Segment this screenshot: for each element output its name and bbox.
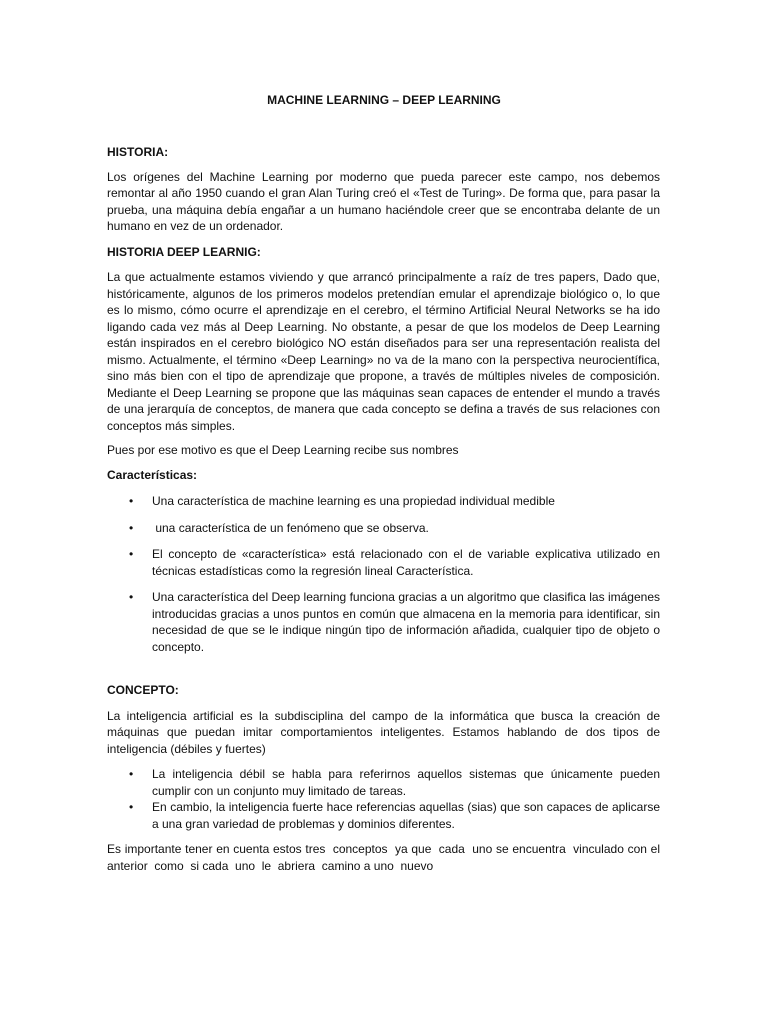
- document-content: [107, 0, 664, 874]
- list-item: [107, 546, 660, 579]
- list-item: [107, 799, 660, 832]
- document-title: MACHINE LEARNING – DEEP LEARNING: [267, 93, 501, 107]
- list-item-text: una característica de un fenómeno que se observa.: [152, 520, 429, 535]
- list-item-text: El concepto de «característica» está relacionado con el de variable explicativa utilizado en técnicas estadísticas como la regresión lineal Característica.: [152, 547, 660, 578]
- bullet-icon: •: [129, 494, 134, 508]
- concepto-heading: CONCEPTO:: [107, 683, 179, 697]
- historia-deep-body: La que actualmente estamos viviendo y que arrancó principalmente a raíz de tres papers, Dado que, históricamente, algunos de los primeros modelos pretendían emular el aprendizaje biológico o, lo que es lo mismo, cómo ocurre el aprendizaje en el cerebro, el término Artificial Neural Networks se ha ido ligando cada vez más al Deep Learning. No obstante, a pesar de que los modelos de Deep Learning están inspirados en el cerebro biológico NO están diseñados para ser una representación realista del mismo. Actualmente, el término «Deep Learning» no va de la mano con la perspectiva neurocientífica, sino más bien con el tipo de aprendizaje que propone, a través de múltiples niveles de composición. Mediante el Deep Learning se propone que las máquinas sean capaces de entender el mundo a través de una jerarquía de conceptos, de manera que cada concepto se defina a través de sus relaciones con conceptos más simples.: [107, 270, 660, 433]
- list-item-text: En cambio, la inteligencia fuerte hace referencias aquellas (sias) que son capaces de aplicarse a una gran variedad de problemas y dominios diferentes.: [152, 800, 660, 831]
- list-item: [107, 493, 660, 510]
- bullet-icon: •: [129, 590, 134, 604]
- bullet-icon: •: [129, 547, 134, 561]
- list-item: [107, 766, 660, 799]
- list-item-text: La inteligencia débil se habla para referirnos aquellos sistemas que únicamente pueden cumplir con un conjunto muy limitado de tareas.: [152, 767, 660, 798]
- bullet-icon: •: [129, 800, 134, 814]
- historia-deep-heading: HISTORIA DEEP LEARNIG:: [107, 244, 261, 259]
- historia-deep-note: Pues por ese motivo es que el Deep Learning recibe sus nombres: [107, 443, 459, 457]
- historia-body: Los orígenes del Machine Learning por moderno que pueda parecer este campo, nos debemos remontar al año 1950 cuando el gran Alan Turing creó el «Test de Turing». De forma que, para pasar la prueba, una máquina debía engañar a un humano haciéndole creer que se encontraba delante de un humano en vez de un ordenador.: [107, 169, 660, 233]
- list-item-text: Una característica de machine learning es una propiedad individual medible: [152, 494, 555, 508]
- caracteristicas-heading: Características:: [107, 467, 198, 482]
- list-item: [107, 520, 660, 537]
- historia-heading: HISTORIA:: [107, 145, 169, 159]
- caracteristicas-list: [107, 493, 660, 655]
- bullet-icon: •: [129, 520, 134, 535]
- list-item: [107, 589, 660, 655]
- concepto-list: [107, 766, 660, 832]
- concepto-closing: Es importante tener en cuenta estos tres conceptos ya que cada uno se encuentra vinculado con el anterior como si cada uno le abriera camino a uno nuevo: [107, 842, 664, 873]
- list-item-text: Una característica del Deep learning funciona gracias a un algoritmo que clasifica las imágenes introducidas gracias a unos puntos en común que almacena en la memoria para identificar, sin necesidad de que se le indique ningún tipo de información añadida, cualquier tipo de objeto o concepto.: [152, 590, 660, 654]
- bullet-icon: •: [129, 767, 134, 781]
- concepto-body: La inteligencia artificial es la subdisciplina del campo de la informática que busca la creación de máquinas que puedan imitar comportamientos inteligentes. Estamos hablando de dos tipos de inteligencia (débiles y fuertes): [107, 708, 660, 756]
